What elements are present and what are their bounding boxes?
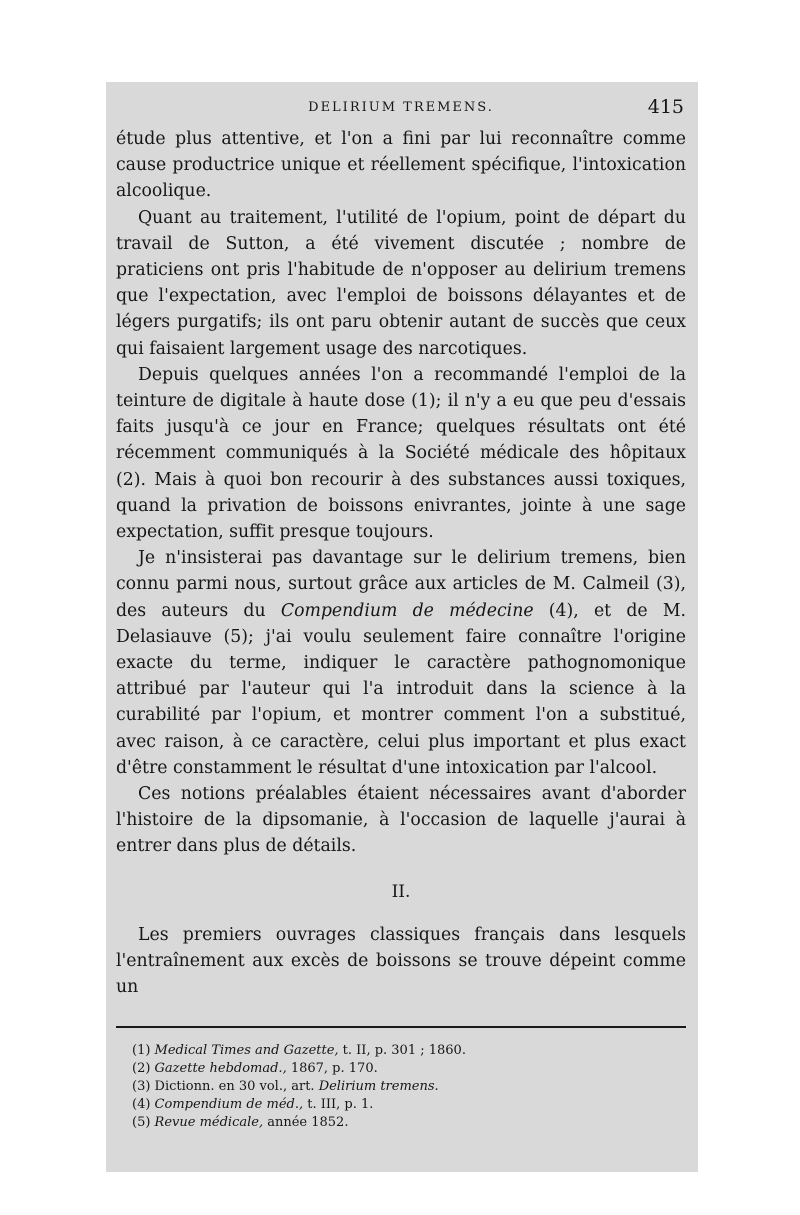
- body-paragraph: [116, 362, 686, 545]
- italic-title: Compendium de méd.,: [154, 1097, 304, 1113]
- italic-title: Revue médicale,: [154, 1115, 264, 1131]
- text-run: (5): [132, 1115, 155, 1131]
- text-run: (1): [132, 1043, 155, 1059]
- italic-title: Medical Times and Gazette,: [154, 1043, 339, 1059]
- text-run: Ces notions préalables étaient nécessaires avant d'aborder l'histoire de la dipsomanie, à l'occasion de laquelle j'aurai à entrer dans plus de détails.: [116, 784, 686, 857]
- section-heading: II.: [391, 881, 411, 902]
- footnote: [116, 1042, 686, 1060]
- text-run: (4): [132, 1097, 155, 1113]
- body-paragraph: [116, 205, 686, 362]
- running-head: [116, 98, 686, 126]
- body-text: [116, 126, 686, 1000]
- text-run: (3) Dictionn. en 30 vol., art.: [132, 1079, 319, 1095]
- section-paragraph: Les premiers ouvrages classiques français dans lesquels l'entraînement aux excès de boissons se trouve dépeint comme un: [116, 924, 686, 998]
- footnotes: [116, 1042, 686, 1132]
- footnote: [116, 1096, 686, 1114]
- page-number: 415: [647, 96, 684, 118]
- book-page: [106, 82, 698, 1172]
- text-run: (2): [132, 1061, 155, 1077]
- text-run: Quant au traitement, l'utilité de l'opium, point de départ du travail de Sutton, a été vivement discutée ; nombre de praticiens ont pris l'habitude de n'opposer au delirium tremens que l'expectation, avec l'emploi de boissons délayantes et de légers purgatifs; ils ont paru obtenir autant de succès que ceux qui faisaient largement usage des narcotiques.: [116, 207, 686, 359]
- text-run: 1867, p. 170.: [286, 1061, 378, 1077]
- footnote: [116, 1114, 686, 1132]
- italic-title: Delirium tremens.: [318, 1079, 439, 1095]
- body-paragraph: [116, 545, 686, 781]
- text-run: Depuis quelques années l'on a recommandé l'emploi de la teinture de digitale à haute dose (1); il n'y a eu que peu d'essais faits jusqu'à ce jour en France; quelques résultats ont été récemment communiqués à la Société médicale des hôpitaux (2). Mais à quoi bon recourir à des substances aussi toxiques, quand la privation de boissons enivrantes, jointe à une sage expectation, suffit presque toujours.: [116, 364, 686, 543]
- text-run: année 1852.: [263, 1115, 349, 1131]
- footnote-rule: [116, 1026, 686, 1028]
- text-run: t. II, p. 301 ; 1860.: [338, 1043, 466, 1059]
- text-run: étude plus attentive, et l'on a fini par lui reconnaître comme cause productrice unique et réellement spécifique, l'intoxication alcoolique.: [116, 129, 686, 202]
- footnote: [116, 1060, 686, 1078]
- paragraph-list: [116, 126, 686, 860]
- text-run: (4), et de M. Delasiauve (5); j'ai voulu seulement faire connaître l'origine exacte du terme, indiquer le caractère pathognomonique attribué par l'auteur qui l'a introduit dans la science à la curabilité par l'opium, et montrer comment l'on a substitué, avec raison, à ce caractère, celui plus important et plus exact d'être constamment le résultat d'une intoxication par l'alcool.: [116, 600, 687, 778]
- text-run: t. III, p. 1.: [303, 1097, 374, 1113]
- body-paragraph: [116, 126, 686, 205]
- italic-title: Compendium de médecine: [280, 600, 534, 621]
- italic-title: Gazette hebdomad.,: [154, 1061, 287, 1077]
- body-paragraph: [116, 781, 686, 860]
- footnote: [116, 1078, 686, 1096]
- text-run: Je n'insisterai pas davantage sur le delirium tremens, bien connu parmi nous, surtout grâce aux articles de M. Calmeil (3), des auteurs du: [116, 548, 686, 621]
- running-title: DELIRIUM TREMENS.: [308, 100, 494, 115]
